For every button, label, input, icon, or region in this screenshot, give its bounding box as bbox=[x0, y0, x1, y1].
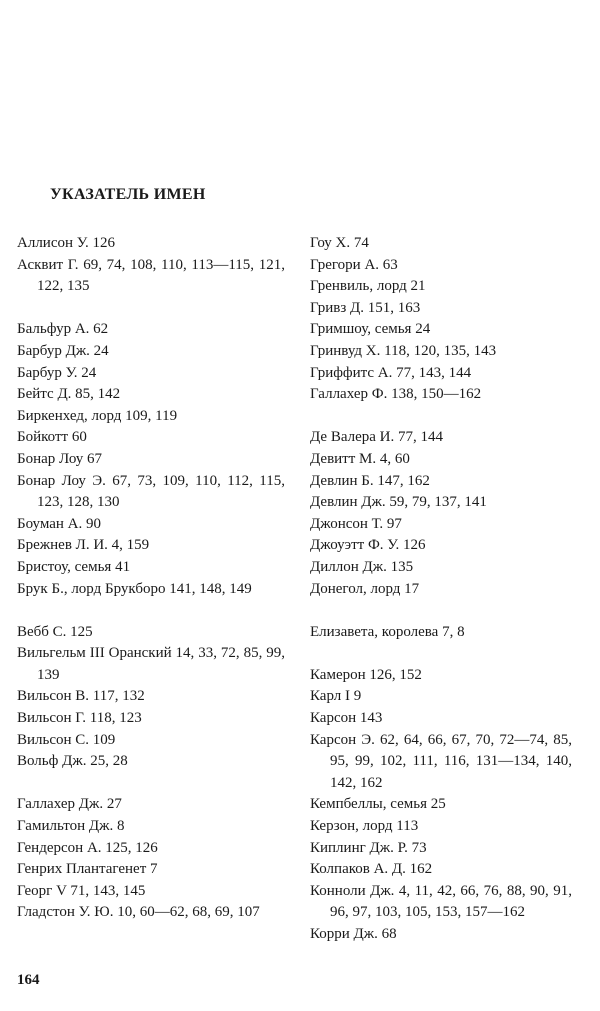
index-entry: Корри Дж. 68 bbox=[310, 926, 397, 942]
index-entry: Аллисон У. 126 bbox=[17, 235, 115, 251]
index-entry: Гринвуд Х. 118, 120, 135, 143 bbox=[310, 342, 497, 359]
index-entry: Бальфур А. 62 bbox=[17, 321, 109, 338]
index-entry: Асквит Г. 69, 74, 108, 110, 113—115, 121, 122, 135 bbox=[17, 256, 285, 295]
group-gap bbox=[17, 298, 285, 320]
index-entry: Гренвиль, лорд 21 bbox=[310, 278, 426, 295]
index-entry: Вильсон В. 117, 132 bbox=[17, 688, 145, 705]
index-entry: Гривз Д. 151, 163 bbox=[310, 299, 421, 316]
index-entry: Кемпбеллы, семья 25 bbox=[310, 796, 446, 813]
index-entry: Вольф Дж. 25, 28 bbox=[17, 753, 128, 770]
index-entry: Бейтс Д. 85, 142 bbox=[17, 386, 121, 403]
group-gap bbox=[310, 406, 572, 428]
index-entry: Камерон 126, 152 bbox=[310, 666, 422, 683]
index-entry: Бонар Лоу 67 bbox=[17, 450, 103, 467]
index-entry: Девлин Дж. 59, 79, 137, 141 bbox=[310, 494, 487, 511]
index-entry: Вильсон С. 109 bbox=[17, 731, 116, 748]
index-entry: Вильсон Г. 118, 123 bbox=[17, 710, 142, 727]
index-entry: Керзон, лорд 113 bbox=[310, 818, 419, 835]
index-entry: Бристоу, семья 41 bbox=[17, 558, 131, 575]
index-entry: Диллон Дж. 135 bbox=[310, 558, 414, 575]
index-entry: Девлин Б. 147, 162 bbox=[310, 472, 430, 489]
page-number: 164 bbox=[17, 972, 40, 988]
index-entry: Барбур У. 24 bbox=[17, 364, 97, 381]
index-entry: Киплинг Дж. Р. 73 bbox=[310, 839, 427, 856]
index-entry: Джоуэтт Ф. У. 126 bbox=[310, 537, 426, 554]
index-entry: Брежнев Л. И. 4, 159 bbox=[17, 537, 150, 554]
index-entry: Генрих Плантагенет 7 bbox=[17, 861, 158, 878]
group-gap bbox=[310, 600, 572, 622]
index-entry: Джонсон Т. 97 bbox=[310, 515, 402, 532]
index-entry: Боуман А. 90 bbox=[17, 515, 102, 532]
index-entry: Девитт М. 4, 60 bbox=[310, 450, 410, 467]
index-entry: Гоу Х. 74 bbox=[310, 235, 369, 251]
index-entry: Карсон Э. 62, 64, 66, 67, 70, 72—74, 85, 95, 99, 102, 111, 116, 131—134, 140, 142, 162 bbox=[310, 731, 572, 791]
index-entry: Вильгельм III Оранский 14, 33, 72, 85, 99, 139 bbox=[17, 645, 285, 683]
index-entry: Гендерсон А. 125, 126 bbox=[17, 839, 158, 856]
index-entry: Де Валера И. 77, 144 bbox=[310, 429, 444, 446]
group-gap bbox=[17, 773, 285, 795]
page-title: УКАЗАТЕЛЬ ИМЕН bbox=[50, 186, 206, 203]
index-entry: Колпаков А. Д. 162 bbox=[310, 861, 433, 878]
index-entry: Карл I 9 bbox=[310, 688, 362, 705]
index-entry: Брук Б., лорд Брукборо 141, 148, 149 bbox=[17, 580, 252, 597]
index-entry: Биркенхед, лорд 109, 119 bbox=[17, 407, 178, 424]
group-gap bbox=[310, 643, 572, 665]
index-entry: Донегол, лорд 17 bbox=[310, 580, 420, 597]
index-entry: Барбур Дж. 24 bbox=[17, 342, 109, 359]
index-entry: Бойкотт 60 bbox=[17, 429, 87, 446]
index-entry: Георг V 71, 143, 145 bbox=[17, 882, 146, 899]
index-entry: Галлахер Дж. 27 bbox=[17, 796, 122, 813]
index-entry: Бонар Лоу Э. 67, 73, 109, 110, 112, 115, 123, 128, 130 bbox=[17, 472, 285, 511]
index-entry: Вебб С. 125 bbox=[17, 623, 93, 640]
index-entry: Галлахер Ф. 138, 150—162 bbox=[310, 386, 482, 403]
index-column-left bbox=[17, 233, 285, 924]
index-entry: Гримшоу, семья 24 bbox=[310, 321, 431, 338]
index-entry: Гриффитс А. 77, 143, 144 bbox=[310, 364, 472, 381]
index-entry: Гладстон У. Ю. 10, 60—62, 68, 69, 107 bbox=[17, 904, 260, 921]
index-entry: Елизавета, королева 7, 8 bbox=[310, 623, 465, 640]
index-entry: Карсон 143 bbox=[310, 710, 383, 727]
group-gap bbox=[17, 600, 285, 622]
index-entry: Грегори А. 63 bbox=[310, 256, 398, 273]
index-entry: Конноли Дж. 4, 11, 42, 66, 76, 88, 90, 91, 96, 97, 103, 105, 153, 157—162 bbox=[310, 882, 572, 921]
index-column-right bbox=[310, 233, 572, 946]
index-entry: Гамильтон Дж. 8 bbox=[17, 818, 125, 835]
